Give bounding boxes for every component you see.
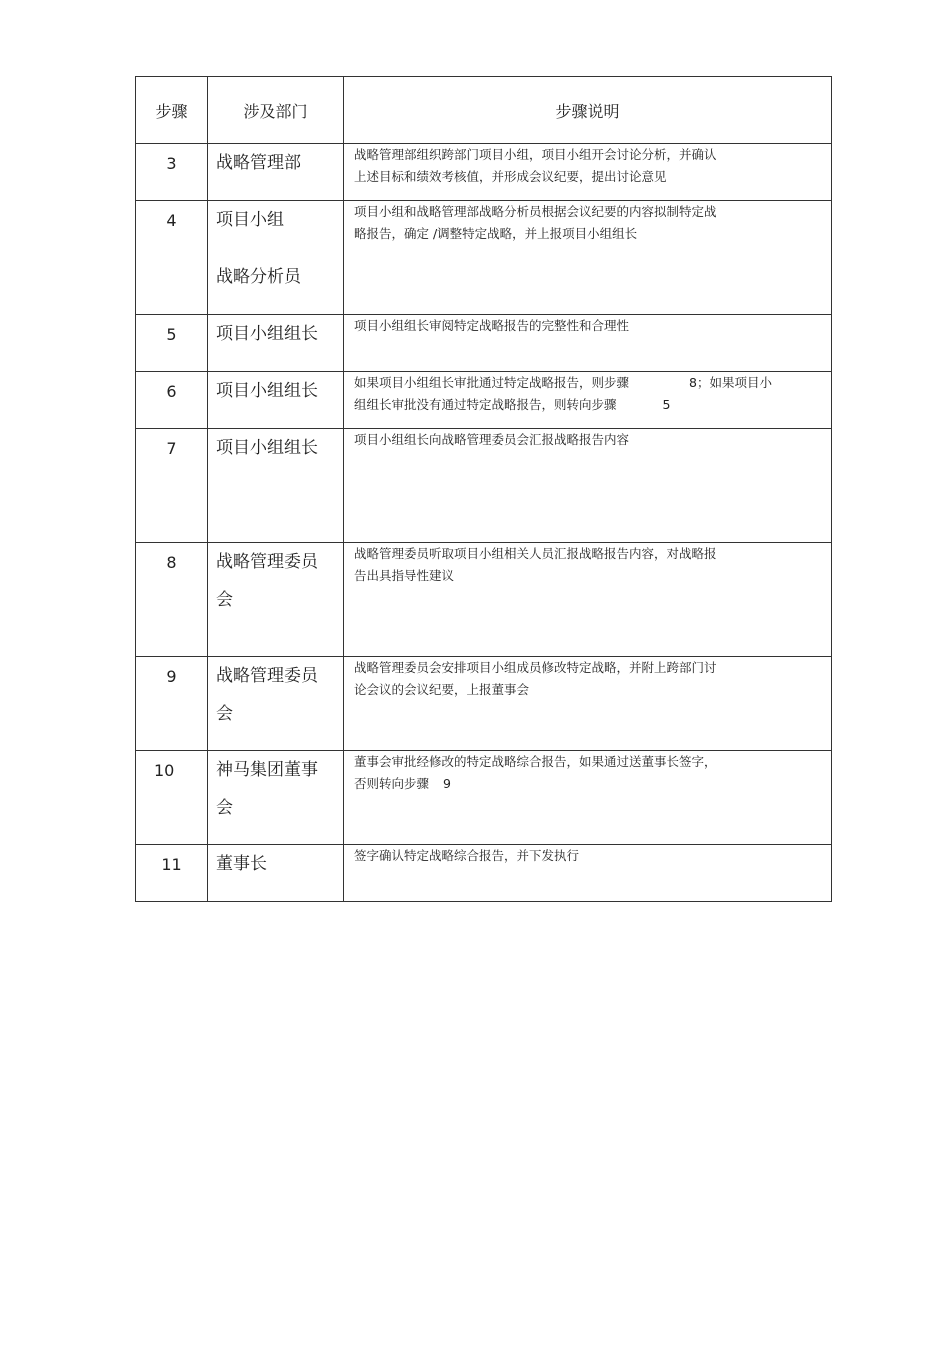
step-number: 4	[136, 201, 208, 315]
header-desc: 步骤说明	[344, 77, 832, 144]
step-number: 11	[136, 845, 208, 902]
description-text: 8；如果项目小	[689, 375, 772, 390]
strategy-steps-table	[135, 76, 832, 902]
step-description	[344, 657, 832, 751]
department-line: 神马集团董事	[216, 760, 318, 780]
description-text: 董事会审批经修改的特定战略综合报告，如果通过送董事长签字，	[354, 754, 717, 769]
description-line: 战略管理委员会安排项目小组成员修改特定战略，并附上跨部门讨	[354, 660, 717, 675]
description-line: 告出具指导性建议	[354, 568, 455, 583]
description-text: 组组长审批没有通过特定战略报告，则转向步骤	[354, 397, 617, 412]
description-text: 5	[662, 397, 671, 412]
table-row	[136, 372, 832, 429]
description-line: 战略管理委员听取项目小组相关人员汇报战略报告内容，对战略报	[354, 546, 717, 561]
step-number: 9	[136, 657, 208, 751]
table-header-row	[136, 77, 832, 144]
department	[208, 372, 344, 429]
table-row	[136, 751, 832, 845]
department-line: 会	[216, 590, 233, 610]
step-number: 3	[136, 144, 208, 201]
department-line: 会	[216, 798, 233, 818]
department	[208, 845, 344, 902]
department-line: 战略管理委员	[216, 666, 318, 686]
step-description	[344, 315, 832, 372]
department	[208, 657, 344, 751]
description-line: 上述目标和绩效考核值，并形成会议纪要，提出讨论意见	[354, 169, 667, 184]
table-row	[136, 315, 832, 372]
step-number: 7	[136, 429, 208, 543]
description-line: 签字确认特定战略综合报告，并下发执行	[354, 848, 580, 863]
department	[208, 201, 344, 315]
header-step: 步骤	[136, 77, 208, 144]
step-description	[344, 429, 832, 543]
department-line: 项目小组	[216, 210, 284, 230]
step-number: 5	[136, 315, 208, 372]
step-number: 8	[136, 543, 208, 657]
department-line: 战略管理委员	[216, 552, 318, 572]
description-line: 项目小组组长向战略管理委员会汇报战略报告内容	[354, 432, 630, 447]
description-text: 否则转向步骤	[354, 776, 430, 791]
description-text: 如果项目小组组长审批通过特定战略报告，则步骤	[354, 375, 630, 390]
description-line: 论会议的会议纪要，上报董事会	[354, 682, 530, 697]
department	[208, 543, 344, 657]
department-line: 董事长	[216, 854, 267, 874]
table-row	[136, 429, 832, 543]
department	[208, 751, 344, 845]
description-line: 略报告，确定 /调整特定战略，并上报项目小组组长	[354, 226, 638, 241]
header-dept: 涉及部门	[208, 77, 344, 144]
department	[208, 315, 344, 372]
department	[208, 429, 344, 543]
table-row	[136, 144, 832, 201]
step-description	[344, 751, 832, 845]
description-line: 项目小组和战略管理部战略分析员根据会议纪要的内容拟制特定战	[354, 204, 717, 219]
table-row	[136, 845, 832, 902]
table-row	[136, 657, 832, 751]
department-line: 项目小组组长	[216, 324, 318, 344]
step-description	[344, 372, 832, 429]
step-description	[344, 543, 832, 657]
step-description	[344, 144, 832, 201]
department-line: 项目小组组长	[216, 381, 318, 401]
description-line: 战略管理部组织跨部门项目小组，项目小组开会讨论分析，并确认	[354, 147, 717, 162]
department-line: 项目小组组长	[216, 438, 318, 458]
step-description	[344, 845, 832, 902]
step-description	[344, 201, 832, 315]
description-text: 9	[443, 776, 451, 791]
department	[208, 144, 344, 201]
step-number: 10	[136, 751, 208, 845]
table-row	[136, 201, 832, 315]
department-line: 战略管理部	[216, 153, 301, 173]
department-line: 会	[216, 704, 233, 724]
step-number: 6	[136, 372, 208, 429]
table-row	[136, 543, 832, 657]
description-line: 项目小组组长审阅特定战略报告的完整性和合理性	[354, 318, 630, 333]
department-line: 战略分析员	[216, 267, 301, 287]
